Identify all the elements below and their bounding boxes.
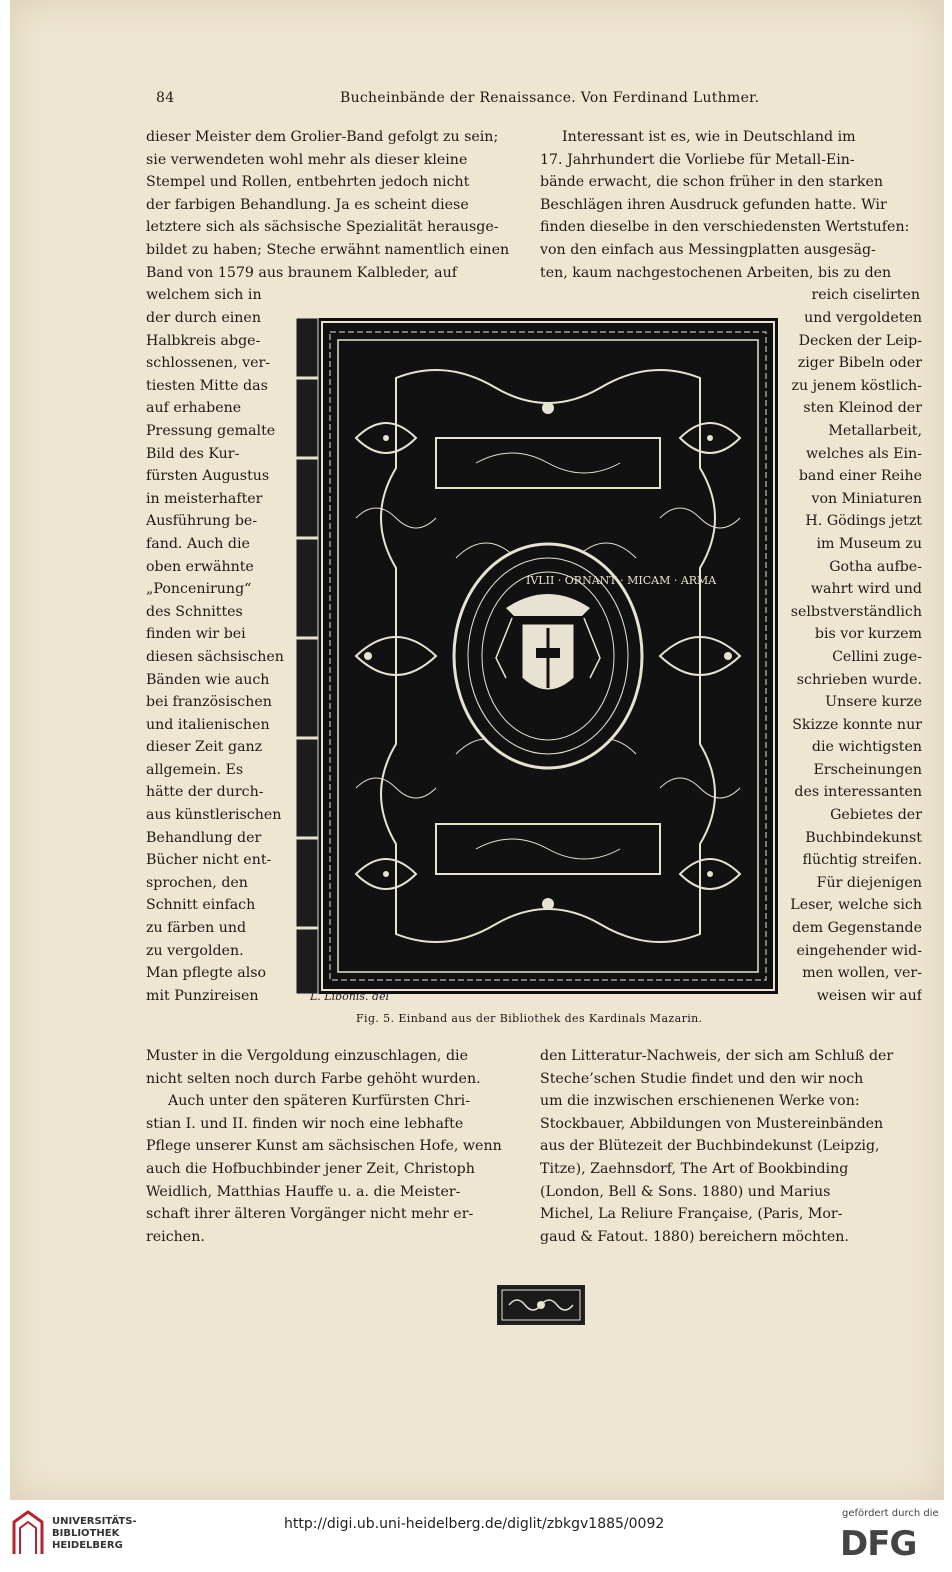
text-line: dieser Zeit ganz: [146, 739, 263, 756]
text-line: letztere sich als sächsische Spezialität herausge-: [146, 219, 499, 236]
text-line: zu jenem köstlich-: [791, 377, 922, 394]
dfg-logo[interactable]: DFG: [840, 1524, 917, 1564]
text-line: den Litteratur-Nachweis, der sich am Schluß der: [540, 1048, 894, 1064]
text-line: zu färben und: [146, 920, 247, 937]
text-line: aus künstlerischen: [146, 807, 282, 824]
text-column-right-top: [540, 126, 920, 307]
text-line: Michel, La Reliure Française, (Paris, Mor-: [540, 1206, 843, 1223]
text-line: men wollen, ver-: [802, 965, 922, 982]
text-line: schrieben wurde.: [796, 671, 922, 688]
text-line: Weidlich, Matthias Hauffe u. a. die Meister-: [146, 1183, 461, 1200]
text-line: stian I. und II. finden wir noch eine lebhafte: [146, 1115, 464, 1132]
text-line: um die inzwischen erschienenen Werke von:: [540, 1093, 860, 1110]
text-line: fand. Auch die: [146, 535, 250, 552]
text-line: Man pflegte also: [146, 965, 267, 982]
uni-name-line: UNIVERSITÄTS-: [52, 1516, 137, 1527]
text-column-right-wrap: [782, 307, 922, 1007]
uni-name-line: BIBLIOTHEK: [52, 1528, 120, 1539]
text-line: (London, Bell & Sons. 1880) und Marius: [540, 1183, 831, 1200]
text-line: ten, kaum nachgestochenen Arbeiten, bis zu den: [540, 264, 892, 281]
text-line: des Schnittes: [146, 603, 243, 620]
text-line: reichen.: [146, 1228, 205, 1245]
text-line: reich ciselirten: [811, 287, 920, 304]
text-line: Cellini zuge-: [832, 648, 922, 665]
text-line: gaud & Fatout. 1880) bereichern möchten.: [540, 1228, 849, 1245]
text-line: „Poncenirung“: [146, 581, 252, 598]
text-line: welchem sich in: [146, 287, 262, 304]
text-line: flüchtig streifen.: [802, 852, 922, 869]
text-line: Skizze konnte nur: [792, 716, 922, 733]
text-line: Pressung gemalte: [146, 422, 276, 439]
text-line: bis vor kurzem: [814, 626, 922, 643]
page-number: 84: [156, 90, 175, 106]
university-library-logo-icon[interactable]: [10, 1508, 46, 1558]
text-column-left-wrap: [146, 307, 284, 1007]
tailpiece-ornament: [497, 1285, 585, 1325]
permalink-url[interactable]: http://digi.ub.uni-heidelberg.de/diglit/zbkgv1885/0092: [284, 1516, 665, 1532]
text-line: eingehender wid-: [796, 942, 922, 959]
text-line: Behandlung der: [146, 829, 262, 846]
text-line: Erscheinungen: [813, 761, 922, 778]
text-line: der farbigen Behandlung. Ja es scheint diese: [146, 196, 469, 213]
text-line: dieser Meister dem Grolier-Band gefolgt zu sein;: [146, 129, 499, 145]
text-line: fürsten Augustus: [146, 468, 270, 485]
university-library-name[interactable]: [52, 1516, 137, 1552]
text-line: sten Kleinod der: [803, 400, 922, 417]
text-line: sprochen, den: [146, 874, 248, 891]
text-line: Decken der Leip-: [798, 332, 922, 349]
text-line: aus der Blütezeit der Buchbindekunst (Leipzig,: [540, 1138, 880, 1155]
text-column-left-bottom: [146, 1045, 526, 1248]
text-line: der durch einen: [146, 310, 261, 326]
text-line: von Miniaturen: [811, 490, 922, 507]
text-line: Schnitt einfach: [146, 897, 256, 914]
text-line: die wichtigsten: [811, 739, 922, 756]
figure-caption: Fig. 5. Einband aus der Bibliothek des Kardinals Mazarin.: [356, 1012, 703, 1025]
text-line: auf erhabene: [146, 400, 242, 417]
text-line: Buchbindekunst: [805, 829, 922, 846]
text-line: dem Gegenstande: [792, 920, 922, 937]
text-line: wahrt wird und: [810, 581, 922, 598]
text-line: Interessant ist es, wie in Deutschland im: [562, 129, 856, 145]
text-line: Für diejenigen: [816, 874, 922, 891]
text-line: Muster in die Vergoldung einzuschlagen, die: [146, 1048, 468, 1064]
text-line: finden dieselbe in den verschiedensten Wertstufen:: [540, 219, 910, 236]
uni-name-line: HEIDELBERG: [52, 1540, 123, 1551]
text-line: bände erwacht, die schon früher in den starken: [540, 174, 883, 191]
text-line: im Museum zu: [816, 535, 922, 552]
text-line: Gotha aufbe-: [829, 558, 922, 575]
text-line: ziger Bibeln oder: [797, 355, 922, 372]
text-line: Beschlägen ihren Ausdruck gefunden hatte. Wir: [540, 196, 887, 213]
text-line: von den einfach aus Messingplatten ausgesäg-: [540, 241, 876, 258]
text-line: Ausführung be-: [146, 513, 258, 530]
artist-signature: L. Libonis. del: [310, 990, 390, 1003]
text-line: Bücher nicht ent-: [146, 852, 272, 869]
text-line: Leser, welche sich: [790, 897, 922, 914]
text-line: und italienischen: [146, 716, 270, 733]
text-column-right-bottom: [540, 1045, 920, 1248]
text-line: tiesten Mitte das: [146, 377, 268, 394]
text-line: schlossenen, ver-: [146, 355, 271, 372]
dfg-funding-note: gefördert durch die: [842, 1508, 939, 1519]
text-line: bei französischen: [146, 694, 272, 711]
text-line: Steche’schen Studie findet und den wir noch: [540, 1070, 864, 1087]
text-line: hätte der durch-: [146, 784, 264, 801]
text-line: Gebietes der: [830, 807, 922, 824]
text-line: schaft ihrer älteren Vorgänger nicht mehr er-: [146, 1206, 474, 1223]
text-line: 17. Jahrhundert die Vorliebe für Metall-Ein-: [540, 151, 855, 168]
text-line: weisen wir auf: [816, 987, 922, 1004]
text-line: in meisterhafter: [146, 490, 263, 507]
tailpiece-vignette-icon: [499, 1287, 583, 1323]
text-line: des interessanten: [794, 784, 922, 801]
text-line: mit Punzireisen: [146, 987, 259, 1004]
text-line: Band von 1579 aus braunem Kalbleder, auf: [146, 264, 457, 281]
text-line: oben erwähnte: [146, 558, 254, 575]
running-title: Bucheinbände der Renaissance. Von Ferdinand Luthmer.: [340, 90, 760, 106]
text-line: auch die Hofbuchbinder jener Zeit, Christoph: [146, 1160, 475, 1177]
text-line: Unsere kurze: [825, 694, 922, 711]
text-column-left-top: [146, 126, 526, 307]
text-line: sie verwendeten wohl mehr als dieser kleine: [146, 151, 468, 168]
text-line: nicht selten noch durch Farbe gehöht wurden.: [146, 1070, 481, 1087]
text-line: Titze), Zaehnsdorf, The Art of Bookbinding: [540, 1160, 849, 1177]
medallion-inscription-layer: [296, 318, 778, 994]
medallion-inscription: IVLII · ORNANT · MICAM · ARMA: [526, 574, 717, 587]
text-line: und vergoldeten: [804, 310, 922, 326]
text-line: Metallarbeit,: [828, 422, 922, 439]
digitization-footer: [0, 1500, 952, 1572]
text-line: allgemein. Es: [146, 761, 244, 778]
text-line: welches als Ein-: [806, 445, 922, 462]
text-line: H. Gödings jetzt: [805, 513, 922, 530]
text-line: band einer Reihe: [798, 468, 922, 485]
text-line: Stockbauer, Abbildungen von Mustereinbänden: [540, 1115, 884, 1132]
text-line: Bänden wie auch: [146, 671, 270, 688]
text-line: Halbkreis abge-: [146, 332, 261, 349]
text-line: Bild des Kur-: [146, 445, 240, 462]
text-line: Auch unter den späteren Kurfürsten Chri-: [168, 1093, 471, 1110]
text-line: Pflege unserer Kunst am sächsischen Hofe, wenn: [146, 1138, 502, 1155]
text-line: Stempel und Rollen, entbehrten jedoch nicht: [146, 174, 470, 191]
text-line: bildet zu haben; Steche erwähnt namentlich einen: [146, 241, 510, 258]
text-line: finden wir bei: [146, 626, 246, 643]
book-binding-illustration: [296, 318, 778, 994]
text-line: selbstverständlich: [790, 603, 922, 620]
text-line: diesen sächsischen: [146, 648, 284, 665]
text-line: zu vergolden.: [146, 942, 244, 959]
